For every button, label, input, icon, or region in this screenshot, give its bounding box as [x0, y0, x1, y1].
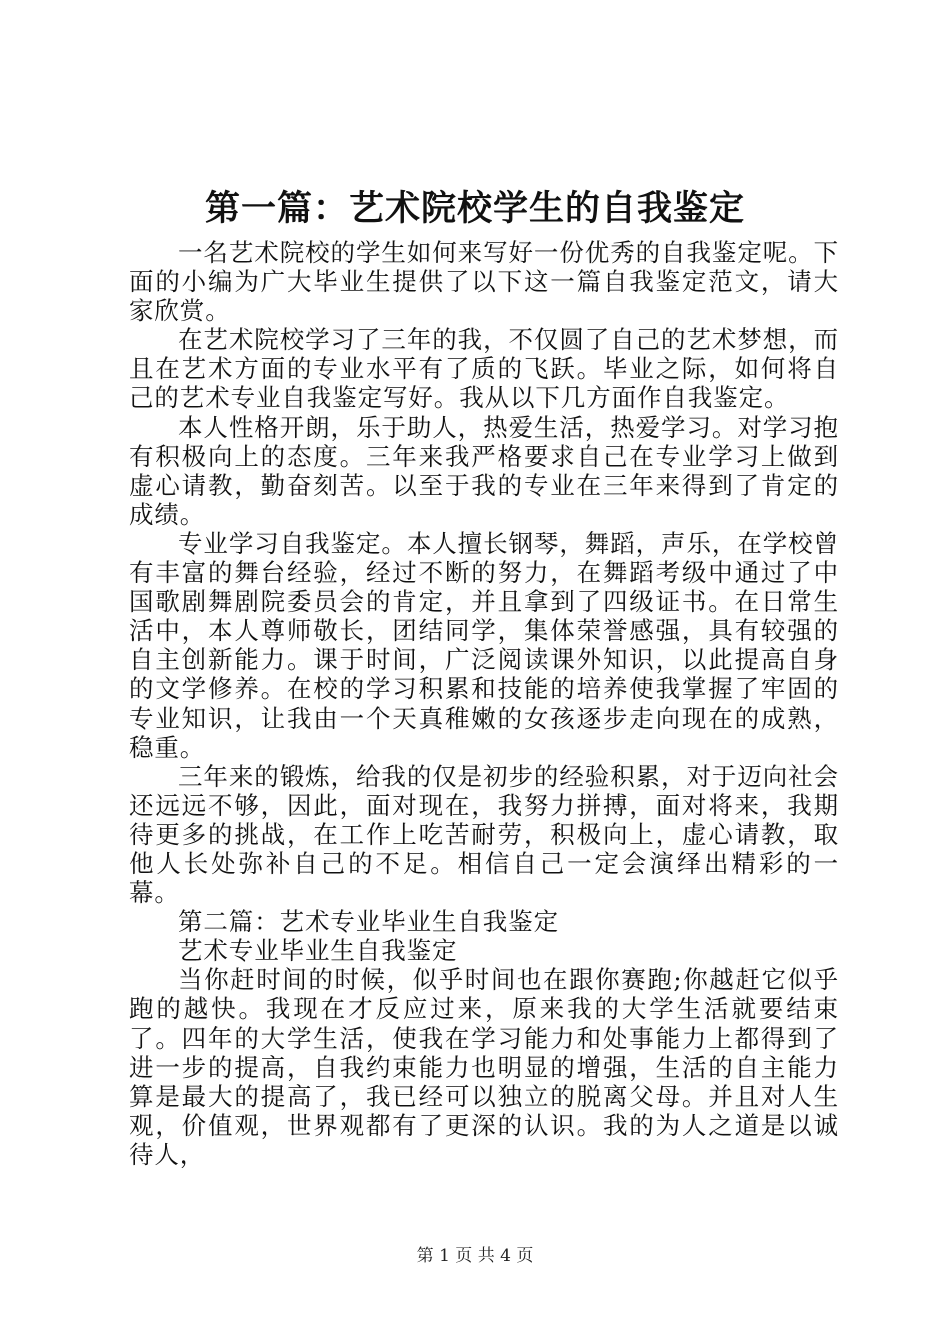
- document-title: 第一篇：艺术院校学生的自我鉴定: [204, 188, 745, 229]
- paragraph-personality: 本人性格开朗，乐于助人，热爱生活，热爱学习。对学习抱有积极向上的态度。三年来我严格要求自己在专业学习上做到虚心请教，勤奋刻苦。以至于我的专业在三年来得到了肯定的成绩。: [129, 412, 839, 529]
- page-number-footer: 第 1 页 共 4 页: [416, 1246, 534, 1266]
- paragraph-professional-study: 专业学习自我鉴定。本人擅长钢琴，舞蹈，声乐，在学校曾有丰富的舞台经验，经过不断的努力，在舞蹈考级中通过了中国歌剧舞剧院委员会的肯定，并且拿到了四级证书。在日常生活中，本人尊师敬长，团结同学，集体荣誉感强，具有较强的自主创新能力。课于时间，广泛阅读课外知识，以此提高自身的文学修养。在校的学习积累和技能的培养使我掌握了牢固的专业知识，让我由一个天真稚嫩的女孩逐步走向现在的成熟，稳重。: [129, 528, 839, 762]
- paragraph-outlook: 三年来的锻炼，给我的仅是初步的经验积累，对于迈向社会还远远不够，因此，面对现在，我努力拼搏，面对将来，我期待更多的挑战，在工作上吃苦耐劳，积极向上，虚心请教，取他人长处弥补自己的不足。相信自己一定会演绎出精彩的一幕。: [129, 761, 839, 908]
- section-heading-second: 第二篇：艺术专业毕业生自我鉴定: [178, 907, 559, 937]
- paragraph-college-life: 当你赶时间的时候，似乎时间也在跟你赛跑;你越赶它似乎跑的越快。我现在才反应过来，原来我的大学生活就要结束了。四年的大学生活，使我在学习能力和处事能力上都得到了进一步的提高，自我约束能力也明显的增强，生活的自主能力算是最大的提高了，我已经可以独立的脱离父母。并且对人生观，价值观，世界观都有了更深的认识。我的为人之道是以诚待人，: [129, 965, 839, 1169]
- section-subheading: 艺术专业毕业生自我鉴定: [178, 936, 458, 966]
- document-body: [129, 238, 839, 1169]
- paragraph-background: 在艺术院校学习了三年的我，不仅圆了自己的艺术梦想，而且在艺术方面的专业水平有了质的飞跃。毕业之际，如何将自己的艺术专业自我鉴定写好。我从以下几方面作自我鉴定。: [129, 325, 839, 413]
- paragraph-intro: 一名艺术院校的学生如何来写好一份优秀的自我鉴定呢。下面的小编为广大毕业生提供了以下这一篇自我鉴定范文，请大家欣赏。: [129, 238, 839, 326]
